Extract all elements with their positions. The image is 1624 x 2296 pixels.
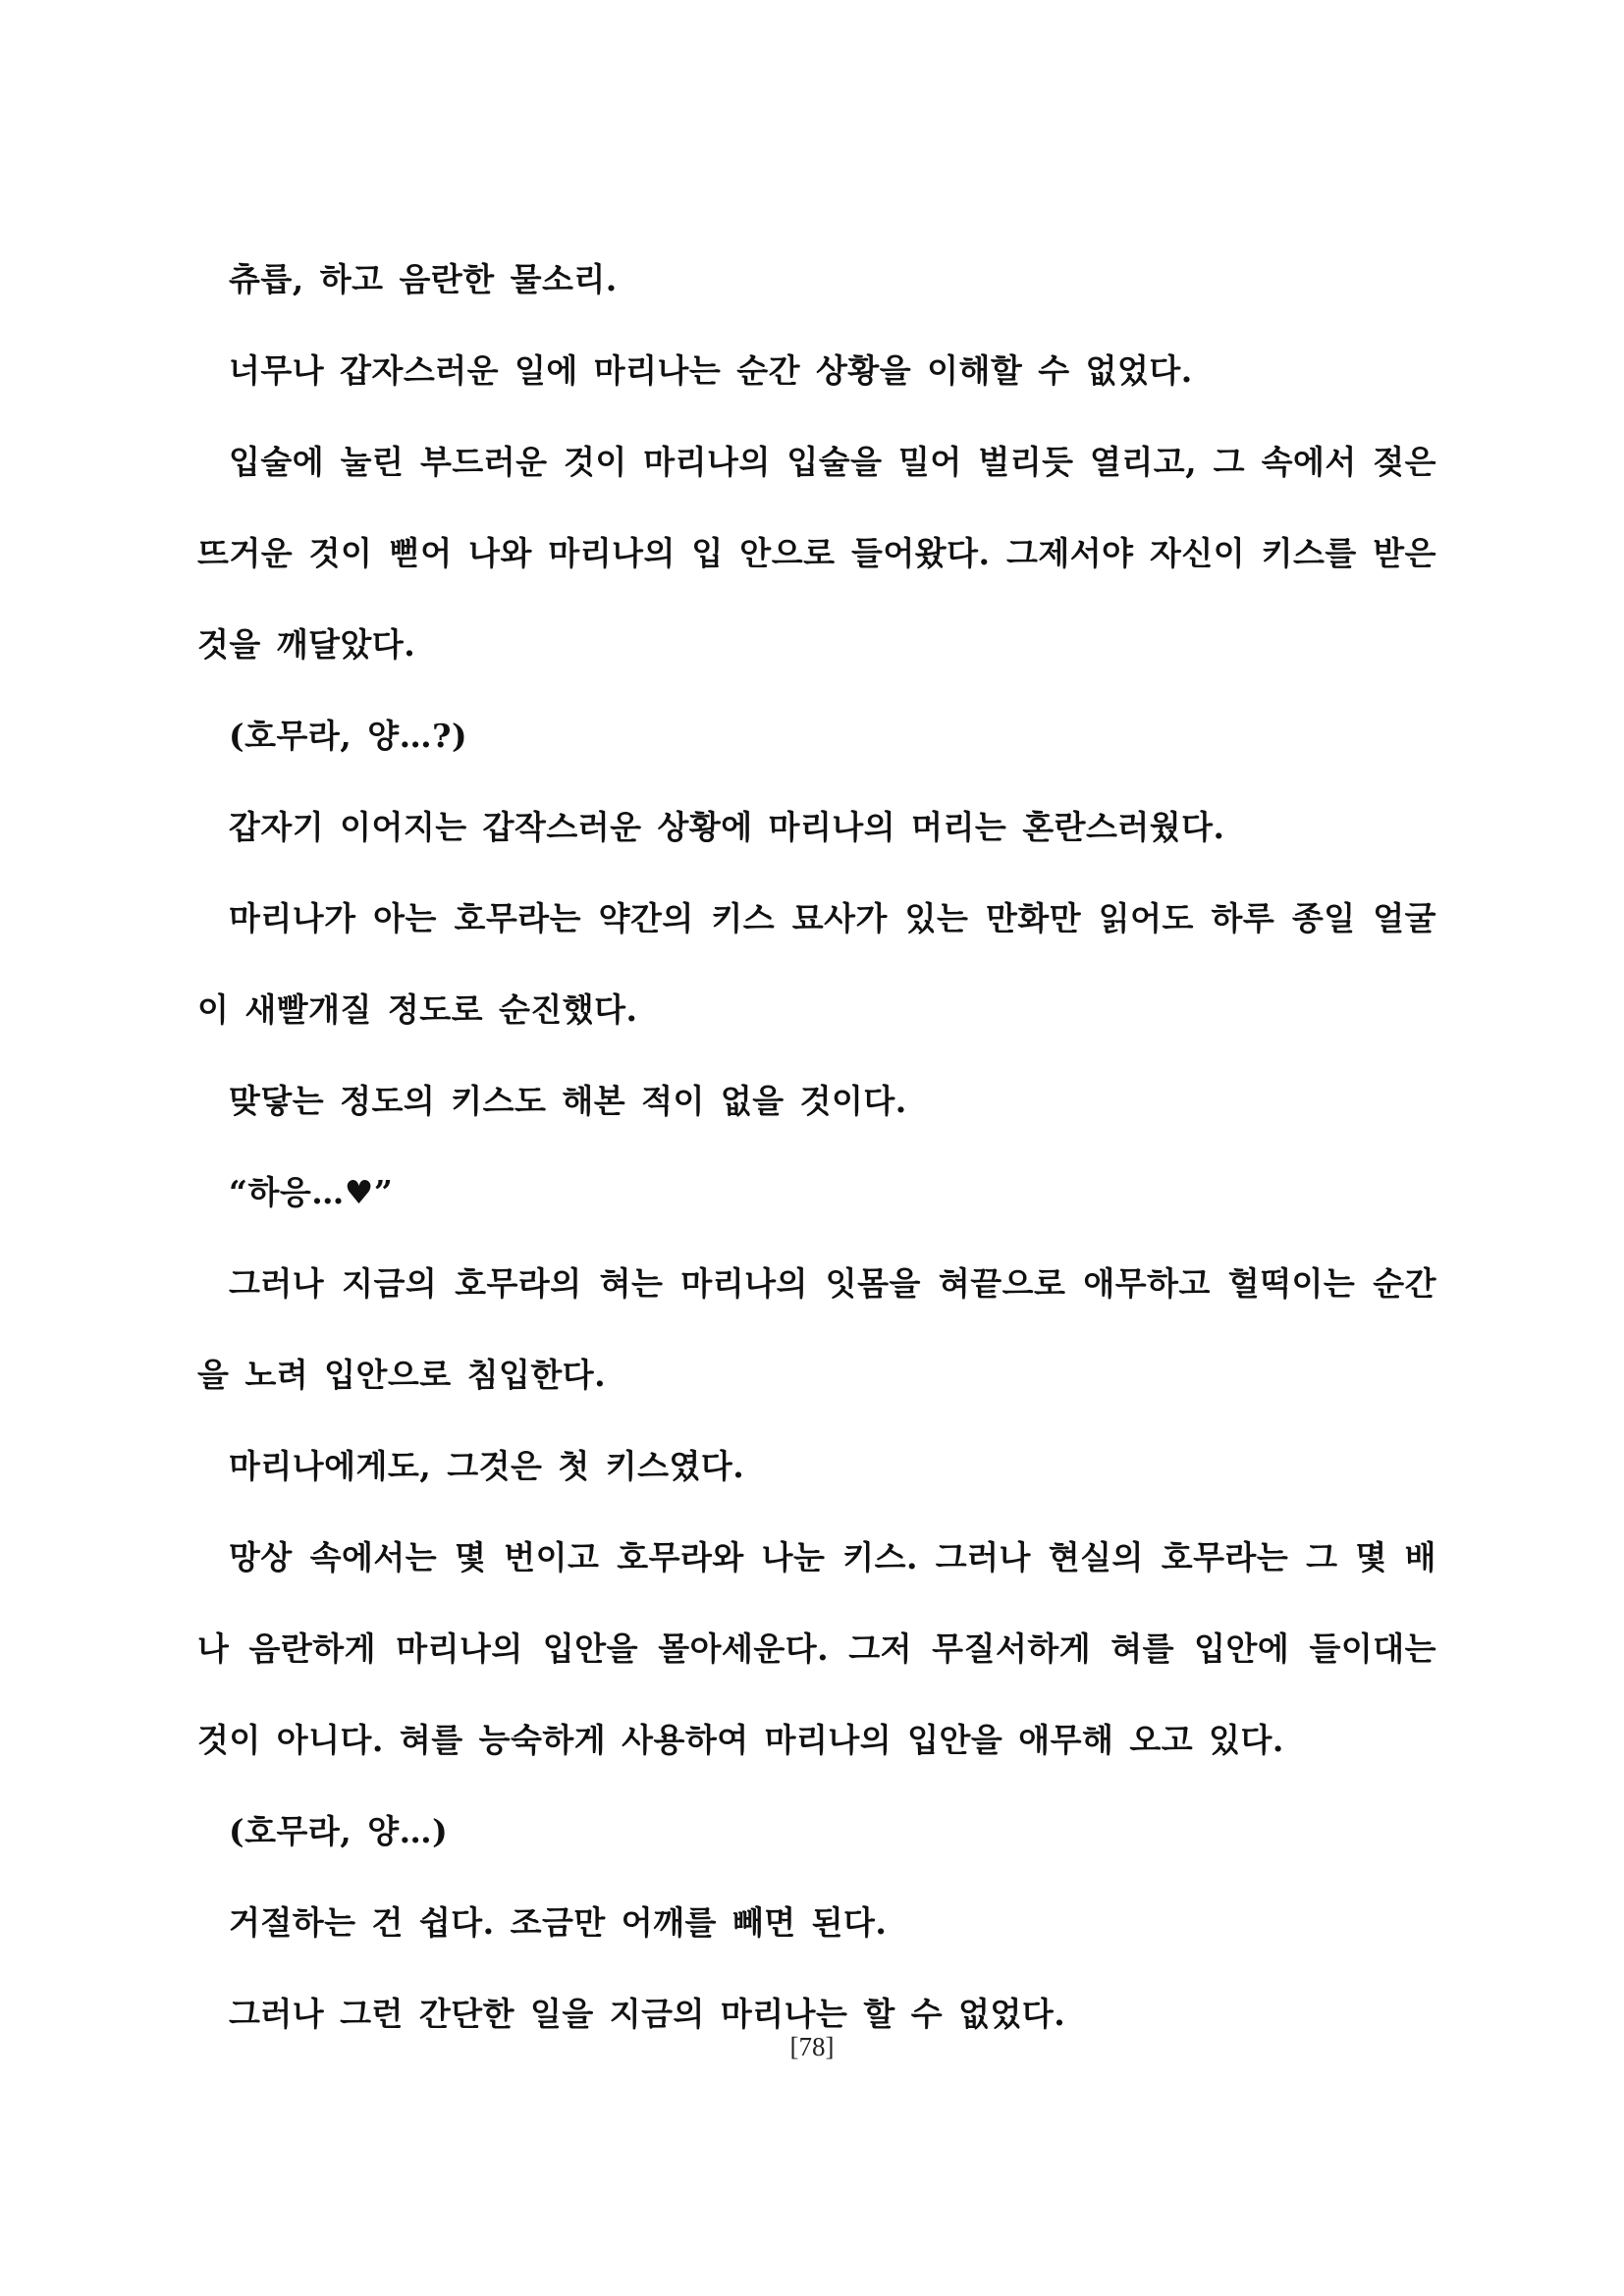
paragraph-9: 그러나 지금의 호무라의 혀는 마리나의 잇몸을 혀끝으로 애무하고 헐떡이는 순간을 노려 입안으로 침입한다. [197,1264,1436,1394]
paragraph-5: 갑자기 이어지는 갑작스러운 상황에 마리나의 머리는 혼란스러웠다. [229,808,1225,846]
paragraph-4: (호무라, 양…?) [229,717,468,755]
paragraph-8: “하응…♥” [229,1173,394,1211]
paragraph-1: 츄릅, 하고 음란한 물소리. [229,260,618,298]
page-number: [78] [789,2032,835,2061]
paragraph-10: 마리나에게도, 그것은 첫 키스였다. [229,1447,745,1485]
paragraph-7: 맞닿는 정도의 키스도 해본 적이 없을 것이다. [229,1082,907,1120]
paragraph-14: 그러나 그런 간단한 일을 지금의 마리나는 할 수 없었다. [229,1995,1066,2033]
paragraph-2: 너무나 갑자스러운 일에 마리나는 순간 상황을 이해할 수 없었다. [229,351,1193,390]
paragraph-3: 입술에 눌린 부드러운 것이 마리나의 입술을 밀어 벌리듯 열리고, 그 속에서 젖은 뜨거운 것이 뻗어 나와 마리나의 입 안으로 들어왔다. 그제서야 자신이 키스를 받은 것을 깨달았다. [197,443,1436,664]
paragraph-13: 거절하는 건 쉽다. 조금만 어깨를 빼면 된다. [229,1903,888,1942]
body-text [197,234,1436,2059]
paragraph-11: 망상 속에서는 몇 번이고 호무라와 나눈 키스. 그러나 현실의 호무라는 그 몇 배나 음란하게 마리나의 입안을 몰아세운다. 그저 무질서하게 혀를 입안에 들이대는 것이 아니다. 혀를 능숙하게 사용하여 마리나의 입안을 애무해 오고 있다. [197,1538,1436,1759]
paragraph-6: 마리나가 아는 호무라는 약간의 키스 묘사가 있는 만화만 읽어도 하루 종일 얼굴이 새빨개질 정도로 순진했다. [197,899,1436,1029]
paragraph-12: (호무라, 양…) [229,1812,449,1850]
